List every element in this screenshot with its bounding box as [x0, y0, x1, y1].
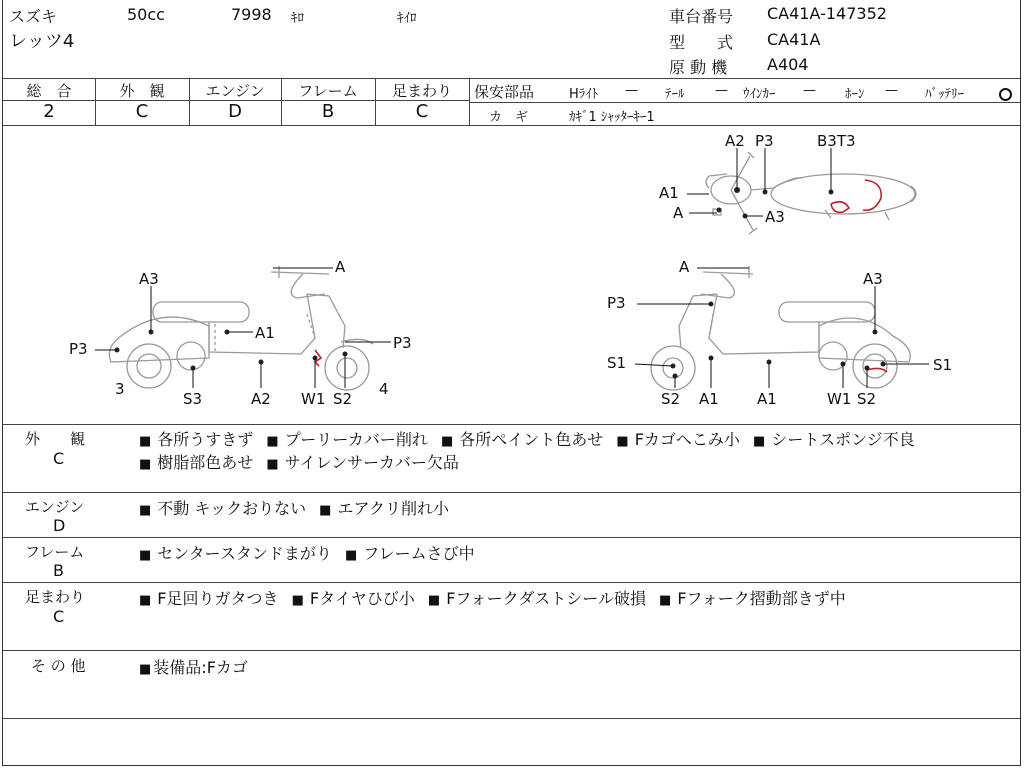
left-label-4: 4	[379, 380, 389, 398]
remark-engine-line1: ■ 不動 キックおりない ■ エアクリ削れ小	[139, 499, 449, 518]
frame-no: CA41A-147352	[767, 4, 887, 23]
remark-suspension-grade: C	[53, 607, 65, 626]
left-label-p3-front: P3	[393, 334, 412, 352]
grade-frame-label: フレーム	[298, 82, 358, 100]
mileage-type: ｷｲﾛ	[397, 11, 417, 26]
remark-item: フレームさび中	[363, 544, 475, 563]
right-label-p3: P3	[607, 294, 626, 312]
right-label-w1: W1	[827, 390, 852, 408]
right-side-scooter-diagram	[635, 266, 929, 390]
mileage-unit: ｷﾛ	[291, 11, 304, 26]
battery-ok-circle-icon	[999, 84, 1012, 103]
grade-suspension-value: C	[415, 101, 429, 122]
left-label-w1: W1	[301, 390, 326, 408]
remark-item: 不動 キックおりない	[157, 499, 307, 518]
safety-label: 保安部品	[474, 83, 535, 101]
right-label-a: A	[679, 258, 690, 276]
remark-suspension-line1: ■ F足回りガタつき ■ Fタイヤひび小 ■ Fフォークダストシール破損 ■ Fフォーク摺動部きず中	[139, 589, 846, 608]
headlight-status: —	[625, 83, 638, 98]
left-label-p3: P3	[69, 340, 88, 358]
top-label-a: A	[673, 204, 684, 222]
remark-exterior-label: 外 観	[25, 430, 86, 448]
divider	[3, 78, 1020, 79]
key-text: ｶｷﾞ1 ｼｬｯﾀｰｷｰ1	[569, 110, 655, 125]
remark-frame-line1: ■ センタースタンドまがり ■ フレームさび中	[139, 544, 475, 563]
left-label-a3: A3	[139, 270, 159, 288]
grade-engine-value: D	[228, 101, 242, 122]
divider	[3, 424, 1020, 425]
divider	[3, 650, 1020, 651]
model-name: レッツ4	[9, 31, 75, 52]
right-label-a1-2: A1	[757, 390, 777, 408]
horn-label: ﾎｰﾝ	[845, 87, 865, 102]
remark-item: Fフォークダストシール破損	[446, 589, 646, 608]
right-label-s1-rear: S1	[933, 356, 953, 374]
top-label-b3t3: B3T3	[817, 132, 856, 150]
remark-engine-label: エンジン	[25, 498, 85, 516]
top-view-scooter-diagram	[687, 148, 916, 234]
divider	[469, 102, 1020, 103]
remark-item: シートスポンジ不良	[771, 430, 915, 449]
grade-suspension-label: 足まわり	[391, 82, 452, 100]
remark-item: センタースタンドまがり	[157, 544, 332, 563]
left-label-s3: S3	[183, 390, 203, 408]
remark-item: Fフォーク摺動部きず中	[677, 589, 846, 608]
horn-status: —	[885, 83, 898, 98]
remark-item: サイレンサーカバー欠品	[284, 453, 459, 472]
grade-engine-label: エンジン	[205, 82, 265, 100]
key-label: カ ギ	[489, 110, 529, 125]
engine-label: 原 動 機	[669, 58, 728, 77]
tail-status: —	[715, 83, 728, 98]
grade-overall-value: 2	[43, 101, 55, 122]
top-label-a3: A3	[765, 208, 785, 226]
battery-label: ﾊﾞｯﾃﾘｰ	[925, 87, 964, 102]
tail-label: ﾃｰﾙ	[665, 87, 685, 102]
displacement: 50cc	[127, 5, 165, 24]
remark-item: 各所うすきず	[157, 430, 254, 449]
left-label-s2: S2	[333, 390, 353, 408]
remark-item: 各所ペイント色あせ	[459, 430, 604, 449]
remark-item: Fタイヤひび小	[309, 589, 415, 608]
top-label-a2: A2	[725, 132, 745, 150]
remark-frame-grade: B	[53, 561, 64, 580]
remark-item: Fカゴへこみ小	[634, 430, 740, 449]
engine-value: A404	[767, 55, 809, 74]
left-label-a1: A1	[255, 324, 275, 342]
right-label-s1: S1	[607, 354, 627, 372]
remark-exterior-grade: C	[53, 449, 65, 468]
remark-item: 樹脂部色あせ	[157, 453, 254, 472]
maker: スズキ	[9, 7, 58, 26]
right-label-s2-rear: S2	[857, 390, 877, 408]
remark-item: エアクリ削れ小	[337, 499, 449, 518]
winker-status: —	[803, 83, 816, 98]
remark-item: 装備品:Fカゴ	[153, 658, 248, 677]
remark-frame-label: フレーム	[25, 543, 85, 561]
left-label-3: 3	[115, 380, 125, 398]
grade-overall-label: 総 合	[26, 82, 72, 100]
type-label: 型 式	[669, 33, 734, 52]
divider	[3, 492, 1020, 493]
remark-exterior-line1: ■ 各所うすきず ■ プーリーカバー削れ ■ 各所ペイント色あせ ■ Fカゴへこみ小 ■ シートスポンジ不良	[139, 430, 915, 449]
left-label-a: A	[335, 258, 346, 276]
remark-suspension-label: 足まわり	[25, 588, 86, 606]
divider	[3, 537, 1020, 538]
remark-item: プーリーカバー削れ	[284, 430, 428, 449]
right-label-a3: A3	[863, 270, 883, 288]
frame-no-label: 車台番号	[669, 7, 734, 26]
inspection-sheet	[2, 0, 1021, 766]
mileage: 7998	[231, 5, 272, 24]
headlight-label: Hﾗｲﾄ	[569, 87, 599, 102]
remark-other-label: そ の 他	[31, 657, 86, 675]
damage-diagram	[3, 126, 1020, 424]
left-label-a2: A2	[251, 390, 271, 408]
grade-exterior-label: 外 観	[119, 82, 165, 100]
right-label-a1: A1	[699, 390, 719, 408]
remark-item: F足回りガタつき	[157, 589, 279, 608]
divider	[3, 582, 1020, 583]
grade-frame-value: B	[321, 101, 335, 122]
grade-exterior-value: C	[135, 101, 149, 122]
remark-exterior-line2: ■ 樹脂部色あせ ■ サイレンサーカバー欠品	[139, 453, 459, 472]
remark-engine-grade: D	[53, 516, 66, 535]
type-value: CA41A	[767, 30, 821, 49]
right-label-s2: S2	[661, 390, 681, 408]
top-label-p3: P3	[755, 132, 774, 150]
remark-other-line1: ■ 装備品:Fカゴ	[139, 658, 248, 677]
top-label-a1: A1	[659, 184, 679, 202]
divider	[3, 718, 1020, 719]
winker-label: ｳｲﾝｶｰ	[743, 87, 776, 102]
